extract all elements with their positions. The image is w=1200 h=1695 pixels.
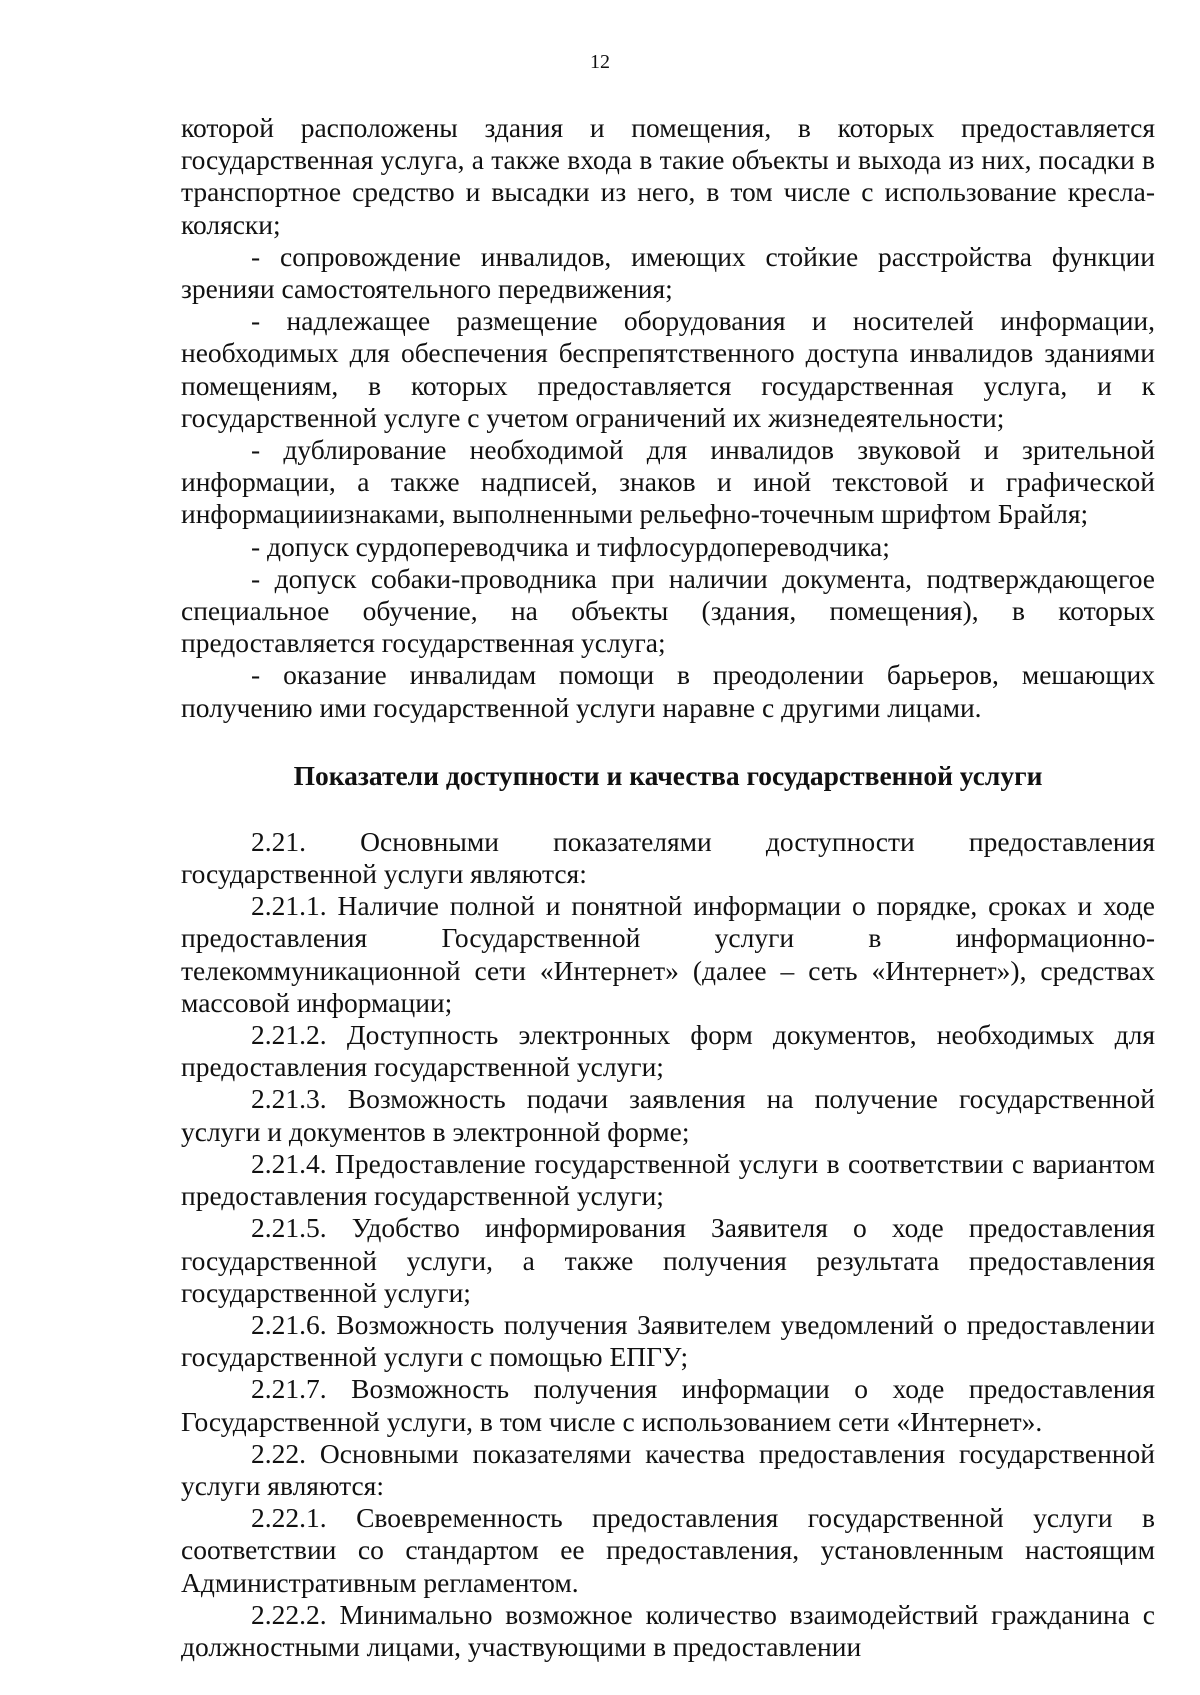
paragraph: которой расположены здания и помещения, в которых предоставляется государственная услуга, а также входа в такие объекты и выхода из них, посадки в транспортное средство и высадки из него, в том числе с использование кресла- коляски; (181, 112, 1155, 240)
page-number: 12 (590, 51, 610, 73)
document-body (181, 112, 1155, 1663)
section-heading: Показатели доступности и качества государственной услуги (293, 759, 1043, 791)
paragraph: 2.22.1. Своевременность предоставления государственной услуги в соответствии со стандартом ее предоставления, установленным настоящим Административным регламентом. (181, 1502, 1155, 1598)
paragraph: - допуск сурдопереводчика и тифлосурдопереводчика; (251, 530, 890, 562)
paragraph: 2.21.4. Предоставление государственной услуги в соответствии с вариантом предоставления государственной услуги; (181, 1147, 1155, 1212)
paragraph: 2.21.7. Возможность получения информации о ходе предоставления Государственной услуги, в том числе с использованием сети «Интернет». (181, 1373, 1155, 1437)
paragraph: - дублирование необходимой для инвалидов звуковой и зрительной информации, а также надписей, знаков и иной текстовой и графической информацииизнаками, выполненными рельефно-точечным шрифтом Брайля; (181, 434, 1155, 530)
paragraph: - допуск собаки-проводника при наличии документа, подтверждающегое специальное обучение, на объекты (здания, помещения), в которых предоставляется государственная услуга; (181, 562, 1155, 659)
paragraph: 2.22. Основными показателями качества предоставления государственной услуги являются: (181, 1437, 1155, 1501)
paragraph: 2.21.2. Доступность электронных форм документов, необходимых для предоставления государственной услуги; (181, 1019, 1155, 1083)
paragraph: 2.22.2. Минимально возможное количество взаимодействий гражданина с должностными лицами, участвующими в предоставлении (181, 1598, 1155, 1662)
paragraph: 2.21.1. Наличие полной и понятной информации о порядке, сроках и ходе предоставления Государственной услуги в информационно-телекоммуникационной сети «Интернет» (далее – сеть «Интернет»), средствах массовой информации; (181, 890, 1155, 1018)
paragraph: 2.21. Основными показателями доступности предоставления государственной услуги являются: (181, 825, 1155, 890)
paragraph: 2.21.6. Возможность получения Заявителем уведомлений о предоставлении государственной услуги с помощью ЕПГУ; (181, 1308, 1155, 1373)
paragraph: 2.21.5. Удобство информирования Заявителя о ходе предоставления государственной услуги, а также получения результата предоставления государственной услуги; (181, 1212, 1155, 1308)
paragraph: - сопровождение инвалидов, имеющих стойкие расстройства функции зренияи самостоятельного передвижения; (181, 240, 1155, 305)
paragraph: - надлежащее размещение оборудования и носителей информации, необходимых для обеспечения беспрепятственного доступа инвалидов зданиями помещениям, в которых предоставляется государственная услуга, и к государственной услуге с учетом ограничений их жизнедеятельности; (181, 305, 1155, 433)
paragraph: 2.21.3. Возможность подачи заявления на получение государственной услуги и документов в электронной форме; (181, 1083, 1155, 1147)
paragraph: - оказание инвалидам помощи в преодолении барьеров, мешающих получению ими государственной услуги наравне с другими лицами. (181, 659, 1155, 723)
